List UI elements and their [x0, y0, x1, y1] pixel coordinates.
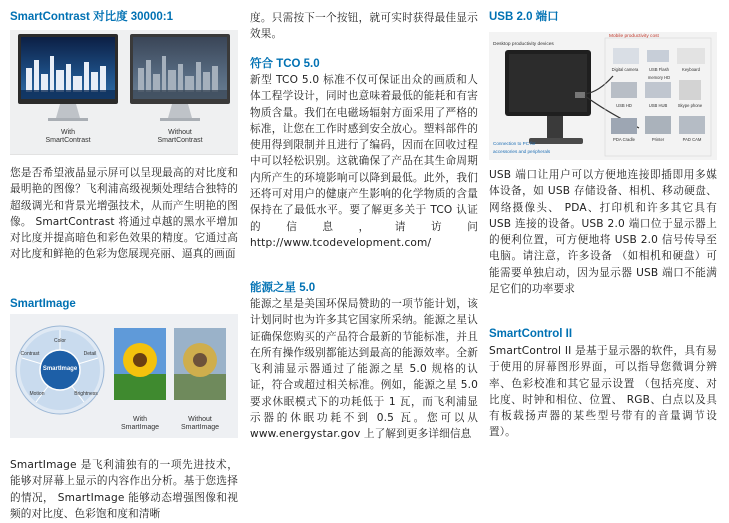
usb-device-pad-cam: PAD CAM: [682, 137, 702, 142]
smartcontrast-heading: SmartContrast 对比度 30000:1: [10, 11, 173, 23]
wheel-segment-motion: Motion: [29, 391, 45, 397]
smartcontrol-heading: SmartControl II: [489, 328, 573, 340]
smartimage-description: SmartImage 是飞利浦独有的一项先进技术，能够对屏幕上显示的内容作出分析。基于您选择的情况， SmartImage 能够动态增强图像和视频的对比度、色彩饱和度和清晰: [10, 459, 238, 520]
wheel-segment-contrast: Contrast: [20, 351, 40, 357]
usb-heading: USB 2.0 端口: [489, 11, 559, 23]
usb-device-digital-camera: Digital camera: [611, 67, 639, 72]
smartcontrol-description: SmartControl II 是基于显示器的软件，具有易于使用的屏幕图形界面，可以指导您微调分辨率、色彩校准和其它显示设置 （包括亮度、对比度、时钟和相位、位置、 RGB、白点以及具有板载扬声器的某些型号带有的音量调节设置）。: [489, 345, 717, 439]
smartimage-figure: [10, 314, 238, 438]
usb-device-pda-cradle: PDA Cradle: [613, 137, 635, 142]
caption-with-smartcontrast: With SmartContrast: [45, 129, 91, 144]
usb-device-skype-phone: Skype phone: [677, 103, 703, 108]
smartimage-wheel-center-label: SmartImage: [42, 366, 78, 372]
usb-device-printer: Printer: [651, 137, 665, 142]
energystar-description: 能源之星是美国环保局赞助的一项节能计划，该计划同时也为许多其它国家所采纳。能源之星认证确保您购买的产品符合最新的节能标准，并且在所有操作级别都能达到最高的能源效率。全新飞利浦显示器通过了能源之星 5.0 规格的认证，符合或超过相关标准。例如，能源之星 5.0 要求休眠模式下的功耗低于 1 瓦，而飞利浦显示器的休眠功耗不到 0.5 瓦。您可以从 www.energystar.gov 上了解到更多详细信息: [250, 298, 478, 441]
wheel-segment-detail: Detail: [83, 351, 97, 357]
caption-with-smartimage: With SmartImage: [120, 416, 160, 431]
energystar-heading: 能源之星 5.0: [250, 282, 316, 294]
smartimage-heading: SmartImage: [10, 298, 76, 310]
smartcontrast-figure: [10, 30, 238, 155]
usb-description: USB 端口让用户可以方便地连接即插即用多媒体设备，如 USB 存储设备、相机、移动硬盘、网络摄像头、 PDA、打印机和许多其它具有 USB 连接的设备。USB 2.0 端口位于显示器上的便利位置，可方便地将 USB 2.0 信号传导至电脑。请注意，许多设备 （如相机和硬盘）可能需要单独启动，因为显示器 USB 端口不能满足它们的功率要求: [489, 169, 717, 296]
usb-device-usb-hub: USB HUB: [648, 103, 668, 108]
usb-device-usb-hd: USB HD: [616, 103, 632, 108]
smartimage-description-continued: 度。只需按下一个按钮，就可实时获得最佳显示效果。: [250, 12, 478, 41]
wheel-segment-color: Color: [54, 338, 66, 344]
wheel-segment-brightness: Brightness: [74, 391, 98, 397]
caption-without-smartimage: Without SmartImage: [180, 416, 220, 431]
usb-label-connect: Connection to PC for accessories and peripherals: [493, 141, 551, 154]
usb-label-desktop: Desktop productivity devices: [493, 42, 554, 47]
usb-figure: [489, 32, 717, 160]
usb-label-mobile: Mobile productivity cost: [609, 34, 659, 39]
smartcontrast-description: 您是否希望液晶显示屏可以呈现最高的对比度和最明艳的图像？飞利浦高级视频处理结合独特的超级调光和背景光增强技术，从而产生明艳的图像。 SmartContrast 将通过卓越的黑水平增加对比度并提高暗色和彩色效果的精度。它通过高对比度和鲜艳的色彩为您展现亮丽、逼真的画面: [10, 167, 238, 261]
tco-heading: 符合 TCO 5.0: [250, 58, 320, 70]
caption-without-smartcontrast: Without SmartContrast: [157, 129, 203, 144]
usb-device-keyboard: Keyboard: [682, 67, 700, 72]
tco-description: 新型 TCO 5.0 标准不仅可保证出众的画质和人体工程学设计，同时也意味着最低的能耗和有害物质含量。我们在电磁场辐射方面采用了严格的标准，让您在工作时感到安全放心。塑料部件的使用得到限制并且进行了编码，因而在回收过程中可以轻松识别。这就确保了产品在其生命周期内所产生的环境影响可以降到最低。此外，我们还将可对用户的健康产生影响的化学物质的含量保持在了最低水平。要了解更多关于 TCO 认证的信息，请访问 http://www.tcodevelopment.com/: [250, 74, 478, 249]
usb-device-flash-memory: USB Flash memory HD: [647, 67, 671, 80]
